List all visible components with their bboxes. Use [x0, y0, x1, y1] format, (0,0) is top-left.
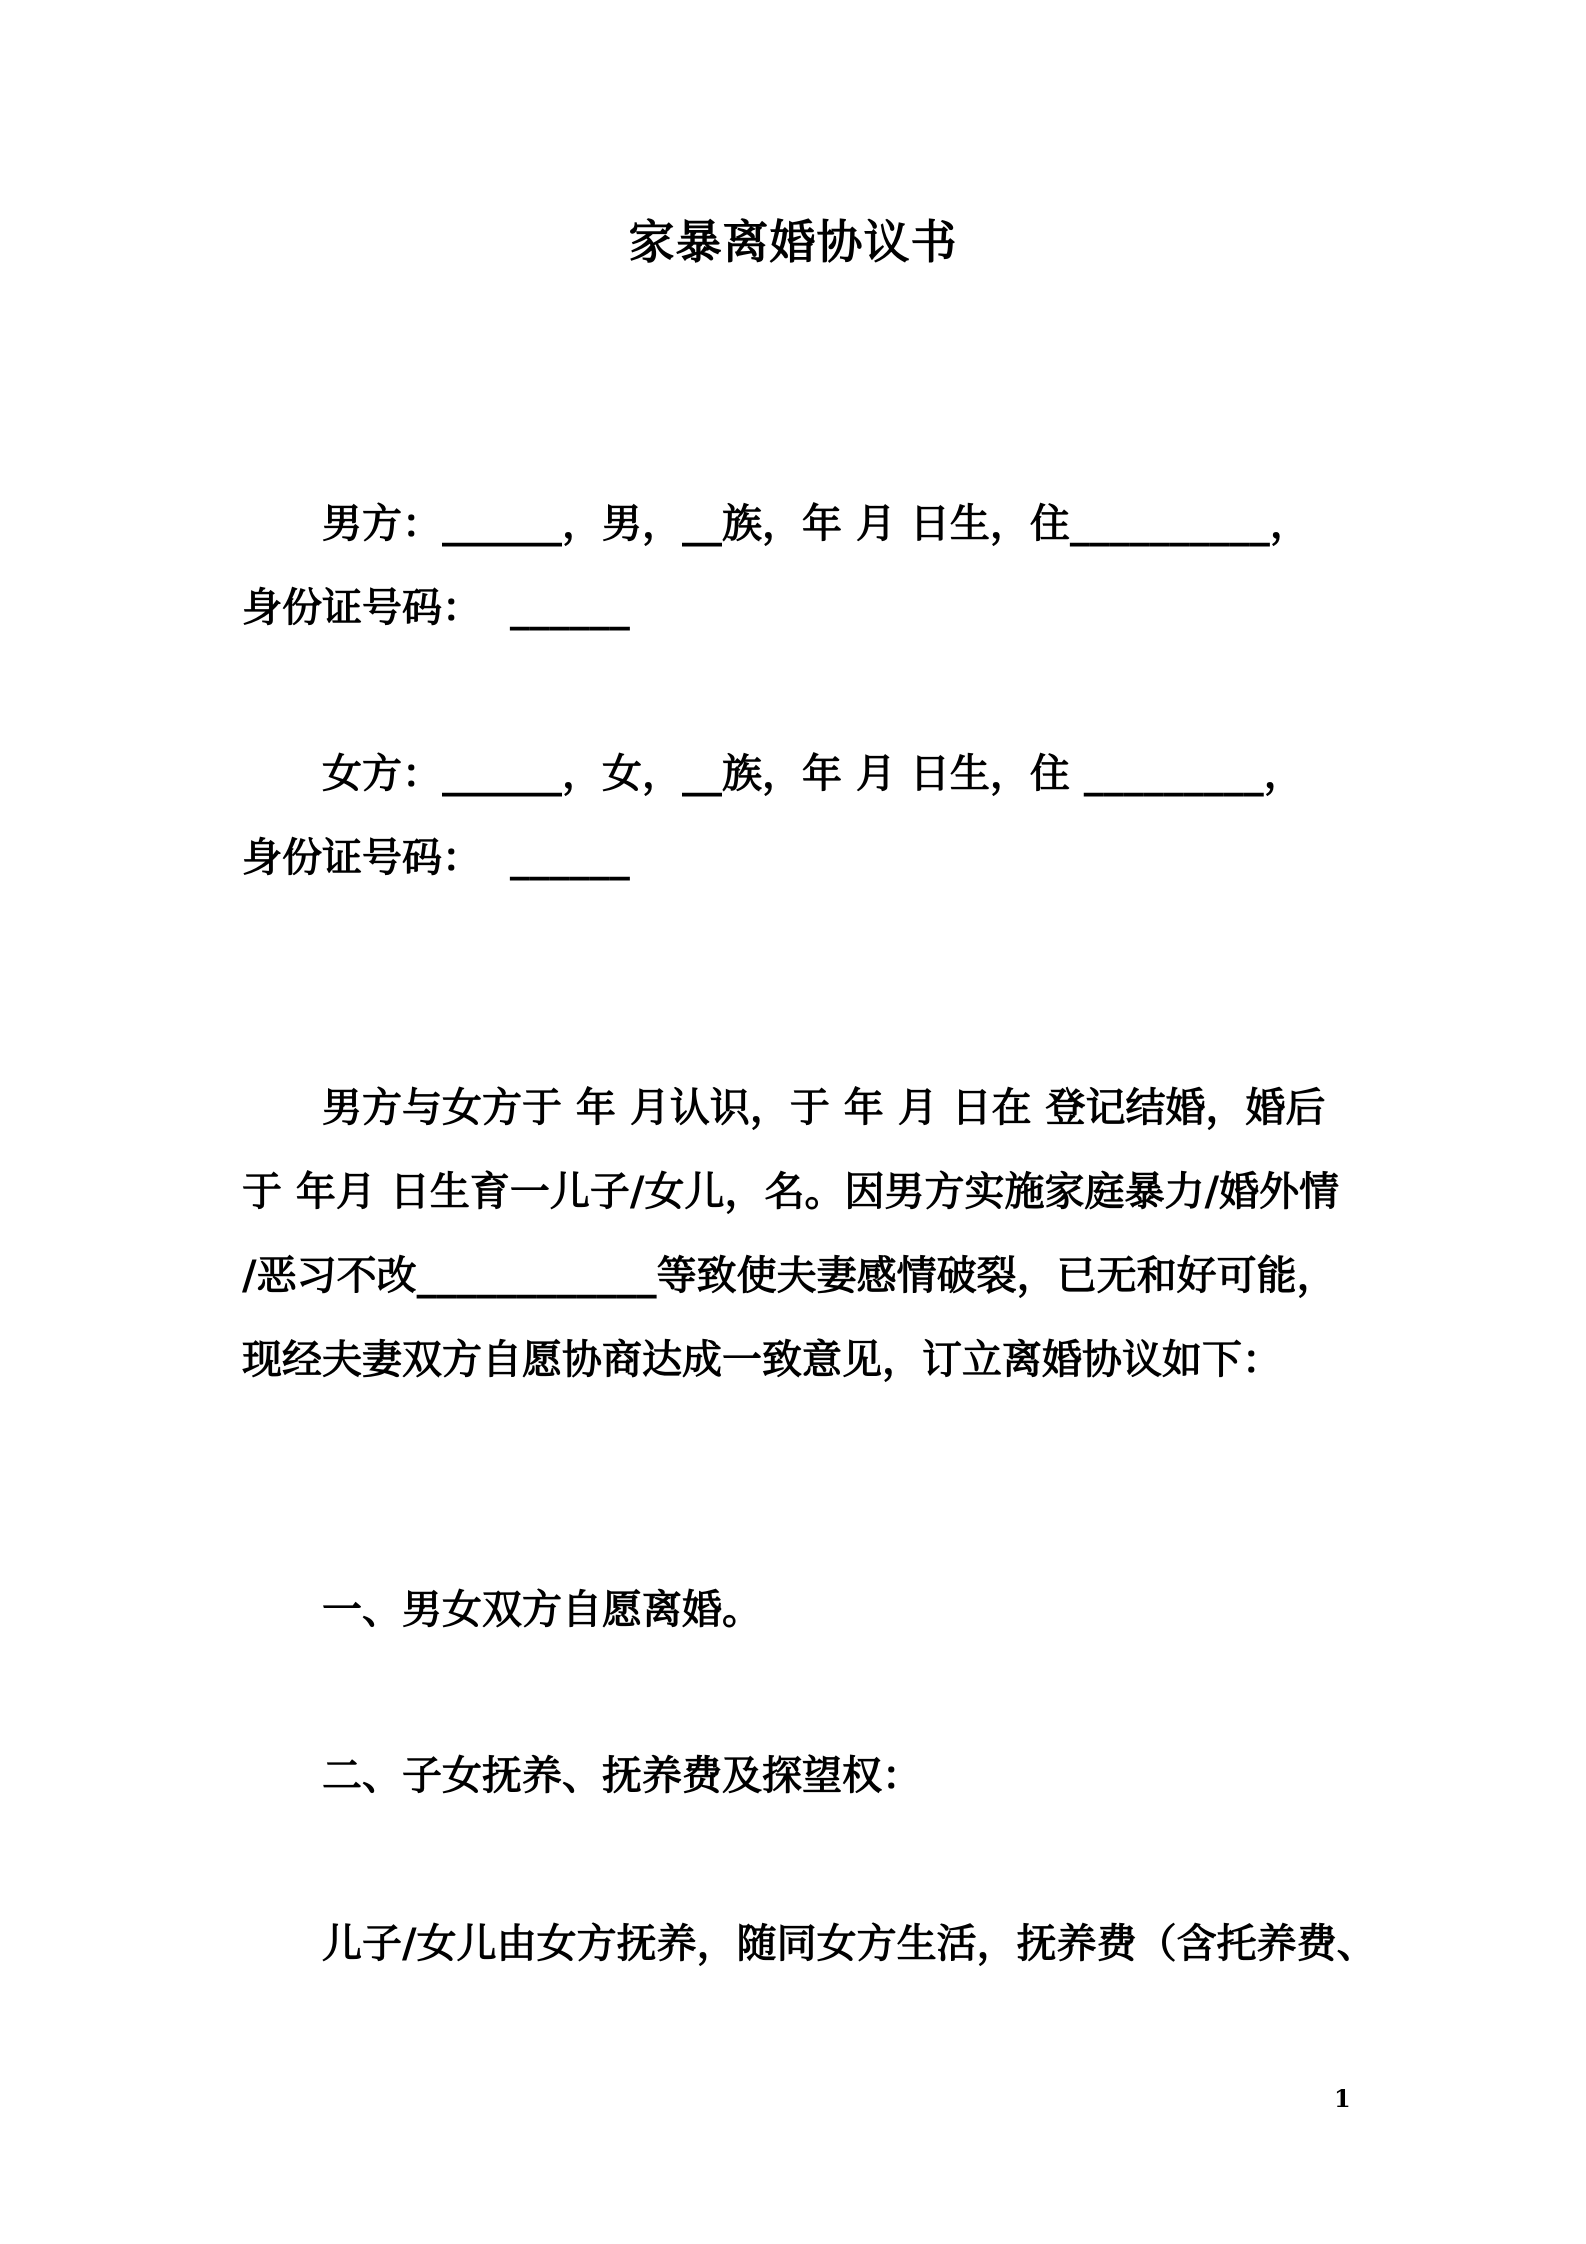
- clause-two-text: 二、子女抚养、抚养费及探望权：: [322, 1753, 922, 1799]
- female-party-line1: 女方：______，女，__族，年 月 日生，住 _________，: [322, 751, 1304, 797]
- custody-text: 儿子/女儿由女方抚养，随同女方生活，抚养费（含托养费、: [322, 1921, 1377, 1967]
- preamble-paragraph: [242, 1066, 1350, 1402]
- female-party-id-line: 身份证号码： ______: [242, 835, 630, 881]
- preamble-line: /恶习不改____________等致使夫妻感情破裂，已无和好可能，: [242, 1253, 1337, 1299]
- male-party-line1: 男方：______，男，__族，年 月 日生，住__________，: [322, 501, 1310, 547]
- page-number: 1: [1334, 2084, 1351, 2113]
- male-party-id-line: 身份证号码： ______: [242, 585, 630, 631]
- clause-two: [242, 1734, 1350, 1818]
- clause-one: [242, 1568, 1350, 1652]
- document-title: 家暴离婚协议书: [628, 215, 958, 269]
- clause-one-text: 一、男女双方自愿离婚。: [322, 1587, 762, 1633]
- custody-paragraph: [242, 1902, 1377, 1986]
- preamble-line: 于 年月 日生育一儿子/女儿，名。因男方实施家庭暴力/婚外情: [242, 1169, 1340, 1215]
- preamble-line: 男方与女方于 年 月认识，于 年 月 日在 登记结婚，婚后: [322, 1085, 1326, 1131]
- female-party-section: [242, 732, 1350, 900]
- male-party-section: [242, 482, 1350, 650]
- preamble-line: 现经夫妻双方自愿协商达成一致意见，订立离婚协议如下：: [242, 1337, 1282, 1383]
